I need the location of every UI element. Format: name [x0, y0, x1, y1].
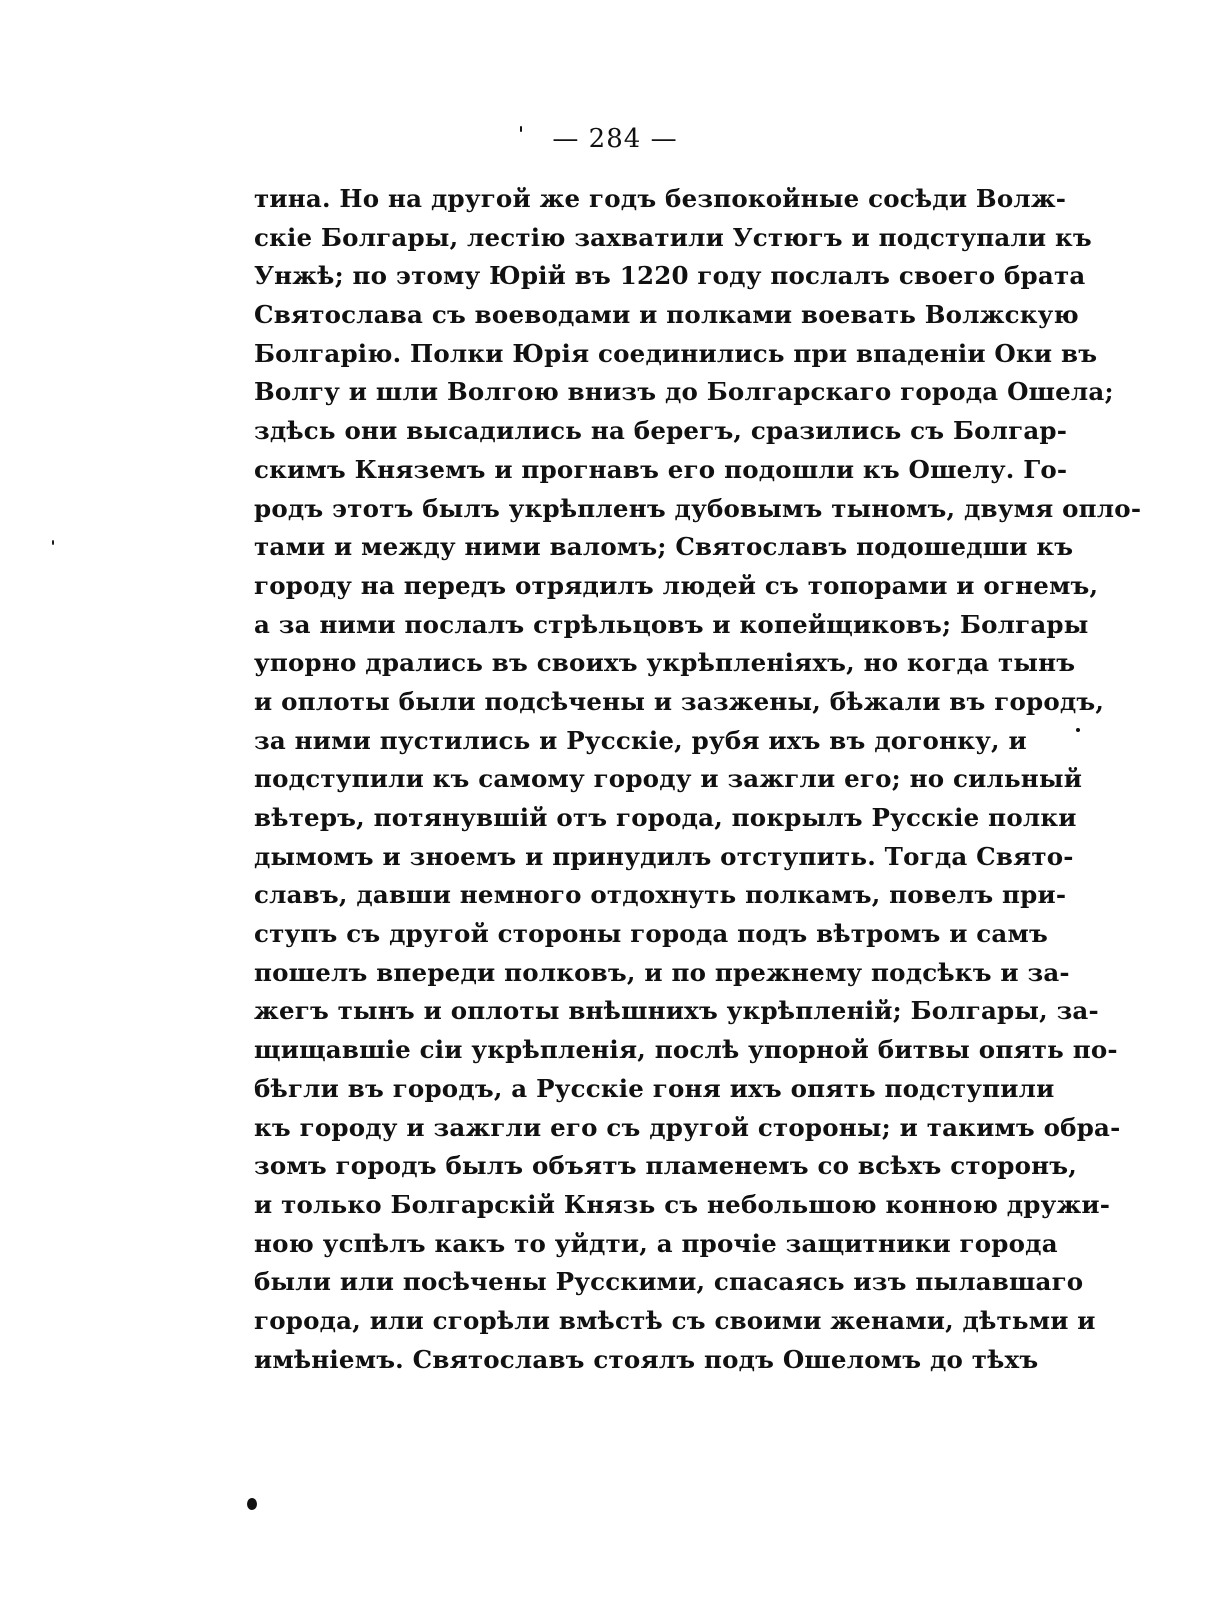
text-line: тина. Но на другой же годъ безпокойные сосѣди Волж-: [254, 184, 1067, 213]
text-line: ступъ съ другой стороны города подъ вѣтромъ и самъ: [254, 919, 1048, 949]
text-line: скіе Болгары, лестію захватили Устюгъ и подступали къ: [254, 222, 1092, 252]
text-line: Волгу и шли Волгою внизъ до Болгарскаго города Ошела;: [254, 377, 1114, 407]
text-line: щищавшіе сіи укрѣпленія, послѣ упорной битвы опять по-: [254, 1035, 1118, 1065]
ink-speck: [52, 540, 54, 545]
body-text: [254, 180, 1142, 1379]
text-line: дымомъ и зноемъ и принудилъ отступить. Тогда Свято-: [254, 841, 1074, 871]
text-line: подступили къ самому городу и зажгли его; но сильный: [254, 764, 1083, 794]
text-line: а за ними послалъ стрѣльцовъ и копейщиковъ; Болгары: [254, 609, 1089, 639]
text-line: и только Болгарскій Князь съ небольшою конною дружи-: [254, 1189, 1111, 1219]
text-line: были или посѣчены Русскими, спасаясь изъ пылавшаго: [254, 1267, 1084, 1297]
text-line: Унжѣ; по этому Юрій въ 1220 году послалъ своего брата: [254, 261, 1086, 291]
text-line: къ городу и зажгли его съ другой стороны; и такимъ обра-: [254, 1112, 1121, 1142]
text-line: и оплоты были подсѣчены и зазжены, бѣжали въ городъ,: [254, 686, 1105, 716]
text-line: скимъ Княземъ и прогнавъ его подошли къ Ошелу. Го-: [254, 454, 1068, 484]
text-line: зомъ городъ былъ объятъ пламенемъ со всѣхъ сторонъ,: [254, 1151, 1077, 1181]
ink-speck: [520, 126, 522, 132]
text-line: жегъ тынъ и оплоты внѣшнихъ укрѣпленій; Болгары, за-: [254, 996, 1099, 1026]
ink-speck: [247, 1498, 257, 1510]
text-line: славъ, давши немного отдохнуть полкамъ, повелъ при-: [254, 880, 1067, 910]
text-line: вѣтеръ, потянувшій отъ города, покрылъ Русскіе полки: [254, 803, 1077, 832]
text-line: пошелъ впереди полковъ, и по прежнему подсѣкъ и за-: [254, 957, 1070, 987]
text-line: за ними пустились и Русскіе, рубя ихъ въ догонку, и: [254, 725, 1027, 755]
text-line: здѣсь они высадились на берегъ, сразились съ Болгар-: [254, 416, 1068, 446]
text-line: ною успѣлъ какъ то уйдти, а прочіе защитники города: [254, 1228, 1058, 1258]
text-line: упорно дрались въ своихъ укрѣпленіяхъ, но когда тынъ: [254, 648, 1076, 678]
ink-speck: [1076, 728, 1080, 732]
text-line: бѣгли въ городъ, а Русскіе гоня ихъ опять подступили: [254, 1073, 1055, 1103]
page-number: — 284 —: [552, 124, 678, 154]
text-line: родъ этотъ былъ укрѣпленъ дубовымъ тыномъ, двумя опло-: [254, 493, 1142, 523]
text-line: Болгарію. Полки Юрія соединились при впаденіи Оки въ: [254, 338, 1098, 368]
text-line: Святослава съ воеводами и полками воевать Волжскую: [254, 300, 1079, 330]
text-line: города, или сгорѣли вмѣстѣ съ своими женами, дѣтьми и: [254, 1305, 1096, 1335]
text-line: имѣніемъ. Святославъ стоялъ подъ Ошеломъ до тѣхъ: [254, 1344, 1039, 1374]
text-line: тами и между ними валомъ; Святославъ подошедши къ: [254, 532, 1074, 562]
text-line: городу на передъ отрядилъ людей съ топорами и огнемъ,: [254, 570, 1099, 600]
